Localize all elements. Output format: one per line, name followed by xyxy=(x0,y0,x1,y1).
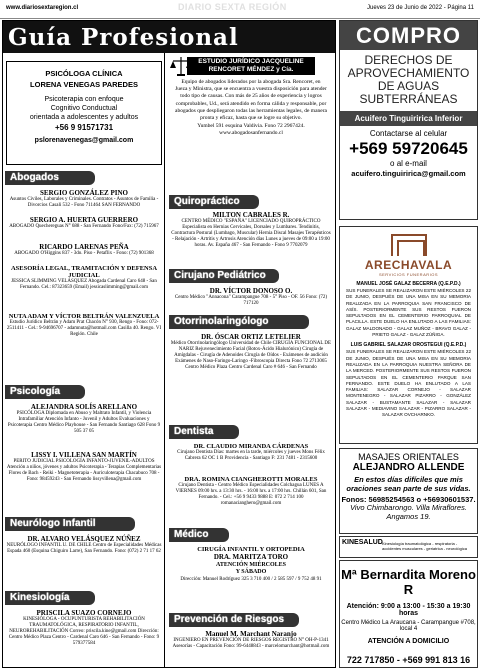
listing-name: DRA. ROMINA CIANGHEROTTI MORALES xyxy=(184,476,318,483)
section-cirujano: Cirujano Pediátrico xyxy=(169,269,279,283)
listing-name: SERGIO GONZÁLEZ PINO xyxy=(40,189,128,197)
listing-detail: PSICÓLOGA Diplomada en Abuso y Maltrato Infantil, y Violencia Intrafamiliar Atención Infanto - Juvenil y Adultos Evaluaciones y Psicoterapia Centro Médico Playhouse - San Fernando Santiago 628 Fono 9 505 37 05 xyxy=(7,411,161,434)
listing-detail: ABOGADO Quechereguas N° 688 - San Fernando Fono/Fax: (72) 715967 xyxy=(9,224,159,229)
listing-name: NUTA ADAM Y VÍCTOR BELTRÁN VALENZUELA xyxy=(8,313,160,320)
bernardita-home: ATENCIÓN A DOMICILIO xyxy=(367,638,450,645)
listing-abogado xyxy=(6,216,162,230)
bernardita-name: Mª Bernardita Moreno R xyxy=(341,567,476,597)
section-kinesiologia: Kinesiología xyxy=(5,591,95,605)
listing-detail: PERITO JUDICIAL PSICOLOGÍA INFANTO-JUVENIL-ADULTOS Atención a niños, jóvenes y adultos Psicoterapia - Terapias Complementarias Flores de Bach - Reiki - Magnetoterapia - Auriculoterapia Chacabuco 708 - Fono: 98459243 - San Fernando lissyvillena@gmail.com xyxy=(6,459,162,482)
bernardita-ad xyxy=(339,560,478,668)
listing-name: DR. ÓSCAR ORTIZ LETELIER xyxy=(201,333,301,341)
section-abogados: Abogados xyxy=(5,171,95,185)
listing-detail: ABOGADO O'Higgins 837 - 3do. Piso - Petaflix - Fono: (72) 901368 xyxy=(14,251,154,256)
listing-psicologa xyxy=(6,403,162,435)
bernardita-address: Centro Médico La Araucana - Carampangue #708, local 4 xyxy=(341,620,476,632)
obituary-text: SUS FUNERALES SE REALIZARON ESTE MIÉRCOLES 22 DE JUNIO, DESPUÉS DE UNA MISA EN SU MEMORIA REALIZADA EN LA PARROQUIA NUESTRA SEÑORA DE LA MERCED. POSTERIORMENTE SUS RESTOS FUERON SEPULTADOS EN EL CEMENTERIO PARQUE SAN FERNANDO. ESTE DUELO HA ENLUTADO A LAS FAMILIAS: SALAZAR CORNEJO - SALAZAR MONTENEGRO - SALAZAR PIZARRO - GONZÁLEZ SALAZAR - BUSTAMANTE SALAZAR - SALAZAR SALAZAR - MEDIAVINO SALAZAR - PIZARRO SALAZAR - SALAZAR OVCHARNKO. xyxy=(346,349,471,418)
listing-otorrino xyxy=(170,333,332,371)
ads-column xyxy=(339,20,478,668)
estudio-title: ESTUDIO JURÍDICO JACQUELINE RENCORET MÉNDEZ y Cía. xyxy=(187,57,315,75)
listing-detail: Cirujano Dentista Días: martes en la tarde, miércoles y jueves Mons Félix Cabrera 62 OC 1 B Providencia - Santiago F: 231 7481 - 2315600 xyxy=(177,450,325,461)
section-neurologo: Neurólogo Infantil xyxy=(5,517,135,531)
estudio-text: Equipo de abogados liderados por la abogada Sra. Rencoret, en Jueza y Ministra, que se encuentra a vuestra disposición para atender todo tipo de causas. Con más de 25 años de experiencia y logros comprobables, Ud., será atendido en forma cálida y responsable, por abogados que despliegaron todas las herramientas legales, de manera pronta y eficaz, hasta que se logre su objetivo. xyxy=(175,79,327,122)
listing-name: DR. ALVARO VELÁSQUEZ NÚÑEZ xyxy=(27,535,141,543)
guia-profesional-section xyxy=(2,20,336,668)
listing-kinesiologa xyxy=(6,609,162,647)
listing-name: DR. CLAUDIO MIRANDA CÁRDENAS xyxy=(193,443,309,450)
section-quiropractico: Quiropráctico xyxy=(169,195,259,209)
ad-line: Psicoterapia con enfoque xyxy=(44,96,124,103)
obituary-name: MANUEL JOSÉ GALAZ BECERRA (Q.E.P.D.) xyxy=(356,281,461,287)
compro-band: Acuifero Tinguiririca Inferior xyxy=(340,111,477,126)
arechavala-brand: ARECHAVALA xyxy=(364,258,453,272)
bernardita-phones: 722 717850 - +569 991 813 16 xyxy=(346,655,471,665)
newspaper-name: DIARIO SEXTA REGIÓN xyxy=(178,2,287,12)
ad-email[interactable]: pslorenavenegas@gmail.com xyxy=(34,137,134,144)
ad-line: orientada a adolescentes y adultos xyxy=(29,114,139,121)
kinesalud-text: Kinesiología traumatológica - respiratoria - accidentes musculares - geriatrica - neurológica xyxy=(382,541,467,551)
listing-prevencion xyxy=(170,630,332,650)
listing-detail: CENTRO MÉDICO "ESPAÑA" LICENCIADO QUIROPRÁCTICO Especialista en Hernias Cervicales, Dorsales y Lumbares. Tendinitis, Contractura Postural (Lumbago, Muscular) Hernia Discal Masajes Terapéuticos - Relajación - Artritis y Artrosis Atención días Lunes a jueves de 09:00 a 19:00 horas. Av. España 467 - San Fernando - Fono 9 7702079 xyxy=(171,219,331,248)
listing-neurologo xyxy=(6,535,162,555)
listing-quiropractico xyxy=(170,211,332,249)
listing-name: ALEJANDRA SOLÍS ARELLANO xyxy=(30,403,138,411)
ad-line: PSICÓLOGA CLÍNICA xyxy=(45,69,123,78)
listing-detail: Médico Otorrinolaringólogo Universidad de Chile CIRUGÍA FUNCIONAL DE NARIZ Rejuvenecimiento Facial (Botox-Ácido Hialurónico) Cirugía de Amígdalas - Cirugía de Adenoides Cirugía de Oídos - Exámenes de audición Exámenes de Naso-Faringo-Laringo -Fibroscopia Directa Fono 72 2713065 Centro Médico Plaza Centro Cardenal Caro # 646 - San Fernando xyxy=(170,341,332,370)
compro-phone: +569 59720645 xyxy=(349,139,468,158)
listing-name: ASESORÍA LEGAL, TRAMITACIÓN Y DEFENSA JUDICIAL xyxy=(10,265,158,279)
guia-column-right xyxy=(167,53,335,667)
scales-icon xyxy=(170,55,192,77)
masajes-name: ALEJANDRO ALLENDE xyxy=(352,462,465,473)
listing-title: CIRUGÍA INFANTIL Y ORTOPEDIA xyxy=(197,546,305,553)
listing-name: MILTON CABRALES R. xyxy=(212,211,290,219)
masajes-ad xyxy=(339,448,478,534)
psicologa-ad xyxy=(6,61,162,165)
listing-detail: Cirujano Dentista - Centro Médico Especialidades Colchagua LUNES A VIERNES 09:00 hrs. a 13:30 hrs. - 16:00 hrs. a 17:00 hrs. Chillán 601, San Fernando. - Cel.: +56 9 9433 9888 E: 072 2 714 100 romanacianghero@gmail.com xyxy=(175,483,327,506)
listing-name: DR. VÍCTOR DONOSO O. xyxy=(209,287,293,295)
listing-name: LISSY I. VILLENA SAN MARTÍN xyxy=(31,451,137,459)
listing-abogado xyxy=(6,265,162,291)
bernardita-hours: Atención: 9:00 a 13:00 - 15:30 a 19:30 horas xyxy=(346,603,471,617)
listing-dentista xyxy=(170,476,332,507)
listing-detail: KINESIÓLOGA - OCUPUNTURISTA REHABILITACIÓN TRAUMATOLÓGICA, RESPIRATORIO INFANTIL, NEUROREHABILITACIÓN Correo: priscila.kine@gmail.com Dirección: Centro Médico Plaza Centro - Cardenal Caro 646 - San Fernando - Fono: 9 579377584 xyxy=(8,617,160,646)
listing-detail: Asuntos Civiles, Laborales y Criminales. Contratos - Asuntos de Familia - Divorcios Casali 532 - Fono 711464 SAN FERNANDO xyxy=(9,197,159,208)
obituary-name: LUIS GABRIEL SALAZAR OROSTEGUI (Q.E.P.D.) xyxy=(350,342,467,349)
kinesalud-ad xyxy=(339,536,478,558)
section-prevencion: Prevención de Riesgos xyxy=(169,613,299,627)
ad-phone: +56 9 91571731 xyxy=(54,123,114,132)
listing-medico xyxy=(170,546,332,583)
section-dentista: Dentista xyxy=(169,425,239,439)
kinesalud-logo: KINESALUD xyxy=(342,539,383,546)
ad-line: Cognitivo Conductual xyxy=(50,105,118,112)
header-divider xyxy=(0,18,480,19)
listing-abogado xyxy=(6,243,162,257)
listing-abogado xyxy=(6,313,162,338)
arechavala-logo xyxy=(391,234,427,256)
compro-email[interactable]: acuifero.tinguiririca@gmail.com xyxy=(351,169,466,178)
listing-name: RICARDO LARENAS PEÑA xyxy=(39,243,129,251)
compro-ad xyxy=(339,20,478,220)
compro-description: DERECHOS DE APROVECHAMIENTO DE AGUAS SUBTERRÁNEAS xyxy=(347,53,470,106)
page-header xyxy=(0,0,480,19)
masajes-message: En estos días difíciles que mis oraciones sean parte de sus vidas. xyxy=(346,475,471,493)
listing-detail: INGENIERO EN PREVENCIÓN DE RIESGOS REGISTRO N° OH-P-1341 Asesorías - Capacitación Fono: 99-6448843 - marcelomarchant@hotmail.com xyxy=(172,638,330,649)
section-medico: Médico xyxy=(169,528,229,542)
listing-detail: NEURÓLOGO INFANTIL U. DE CHILE Centro de Especialidades Médicas Espada 460 (Esquina Chiguiro Larre), San Fernando. Fono: (072) 2 71 17 62 xyxy=(6,543,162,554)
estudio-contact: Yumbel 591 esquina Valdivia. Fono 72 2967424. xyxy=(197,123,305,130)
listing-name: PRISCILA SUAZO CORNEJO xyxy=(36,609,132,617)
arechavala-ad xyxy=(339,226,478,444)
listing-cirujano xyxy=(170,287,332,307)
site-url[interactable]: www.diariosextaregion.cl xyxy=(6,5,79,11)
guia-column-left xyxy=(3,53,165,667)
listing-detail: Estudio Jurídico Beltrán y Adam Prat Chacón N° 930, Rengo - Fono: 072-2511411 - Cel.: 9-94696707 - adamnuta@hotmail.com Casilla 40. Rengo. VI Región. Chile xyxy=(6,320,162,337)
listing-detail: Centro Médico "Annacona" Carampangue 708 - 5° Piso - OF. 56 Fono: (72) 717120 xyxy=(174,295,328,306)
page-date: Jueves 23 de Junio de 2022 - Página 11 xyxy=(367,5,474,11)
masajes-address: Vivo Chimbarongo. Villa Miraflores. Angamos 19. xyxy=(350,503,467,521)
obituary-text: SUS FUNERALES SE REALIZARON ESTE MIÉRCOLES 22 DE JUNIO, DESPUÉS DE UNA MISA EN SU MEMORIA REALIZADA EN LA PARROQUIA SAN FRANCISCO DE ASÍS. POSTERIORMENTE SUS RESTOS FUERON SEPULTADOS EN EL CEMENTERIO PARROQUIAL DE PLACILLA. ESTE DUELO HA ENLUTADO A LAS FAMILIAS: GALAZ MALDONADO - GALAZ MUÑOZ - BRAVO GALAZ - PRIETO GALAZ - GALAZ ZÚÑIGA. xyxy=(346,288,471,338)
compro-contact: Contactarse al celular xyxy=(369,129,448,138)
masajes-heading: MASAJES ORIENTALES xyxy=(358,452,459,462)
listing-abogado xyxy=(6,189,162,209)
estudio-juridico-ad xyxy=(167,53,335,195)
listing-dentista xyxy=(170,443,332,462)
section-psicologia: Psicología xyxy=(5,385,85,399)
ad-name: LORENA VENEGAS PAREDES xyxy=(30,80,138,89)
listing-detail: JESSICA SLIMMING VELÁSQUEZ Abogada Cardenal Caro 648 - San Fernando. Cel.: 87323659 (Email) jessicaslimming@gmail.com xyxy=(11,279,157,290)
compro-or-mail: o al e-mail xyxy=(390,159,427,168)
section-otorrino: Otorrinolaringólogo xyxy=(169,315,309,329)
arechavala-sub: SERVICIOS FUNERARIOS xyxy=(378,272,439,277)
listing-detail: Dirección: Manuel Rodríguez 325 3 710 400 / 2 585 597 / 9 752 48 91 xyxy=(180,577,322,582)
guia-title: Guía Profesional xyxy=(3,21,335,53)
listing-name: SERGIO A. HUERTA GUERRERO xyxy=(29,216,139,224)
compro-heading: COMPRO xyxy=(340,21,477,50)
listing-name: DRA. MARITZA TORO xyxy=(213,553,289,561)
listing-name: Manuel M. Marchant Naranjo xyxy=(205,630,297,638)
attention-badge: ATENCIÓN MIÉRCOLES Y SÁBADO xyxy=(215,562,287,575)
listing-psicologa xyxy=(6,451,162,483)
estudio-web[interactable]: www.abogadosanfernando.cl xyxy=(219,130,283,137)
masajes-phones: Fonos: 56985254563 o +56930601537. xyxy=(341,495,476,504)
